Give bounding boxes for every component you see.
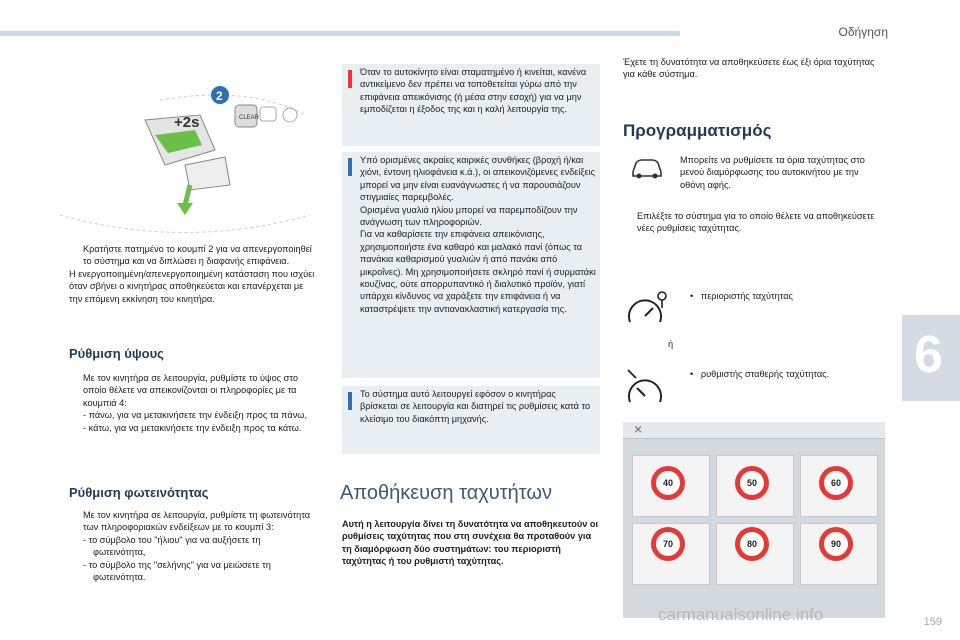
display-panel (145, 114, 215, 165)
height-up-item: - πάνω, για να μετακινήσετε την ένδειξη προς τα πάνω, (83, 410, 308, 421)
speed-sign-icon: 70 (651, 527, 685, 561)
storage-text: Αυτή η λειτουργία δίνει τη δυνατότητα να αποθηκευτούν οι ρυθμίσεις ταχύτητας που στη συνέχεια θα προταθούν για τη διαμόρφωση δύο συστημάτων: του περιοριστή ταχύτητας ή του ρυθμιστή ταχύτητας. (342, 519, 599, 567)
speed-sign-icon: 40 (651, 466, 685, 500)
left-column (69, 243, 315, 305)
section-header: Οδήγηση (838, 25, 888, 39)
brightness-moon-item: - το σύμβολο της "σελήνης" για να μειώσετε τη φωτεινότητα. (83, 559, 271, 583)
warning-icon (348, 70, 352, 88)
intro-text: Έχετε τη δυνατότητα να αποθηκεύσετε έως έξι όρια ταχύτητας για κάθε σύστημα. (623, 57, 875, 80)
car-text: Μπορείτε να ρυθμίσετε τα όρια ταχύτητας στο μενού διαμόρφωσης του αυτοκινήτου με την οθόνη αφής. (680, 155, 865, 190)
speed-sign-icon: 80 (735, 527, 769, 561)
svg-text:2: 2 (216, 89, 223, 103)
height-section (69, 372, 315, 434)
svg-text:CLEAR: CLEAR (239, 115, 260, 121)
storage-heading: Αποθήκευση ταχυτήτων (340, 482, 552, 504)
speed-sign-icon: 90 (819, 527, 853, 561)
down-arrow (185, 185, 190, 205)
height-heading: Ρύθμιση ύψους (69, 346, 164, 361)
sun-icon (283, 108, 297, 122)
info-text: Υπό ορισμένες ακραίες καιρικές συνθήκες (βροχή ή/και χιόνι, έντονη ηλιοφάνεια κ.ά.), οι απεικονιζόμενες ενδείξεις μπορεί να μην είναι ευανάγνωστες ή να παρουσιάζουν στιγμιαίες παρεμβολές. Ορισμένα γυαλιά ηλίου μπορεί να παρεμποδίζουν την ανάγνωση των πληροφοριών. Για να καθαρίσετε την επιφάνεια απεικόνισης, χρησιμοποιήστε ένα καθαρό και μαλακό πανί (όπως τα πανάκια καθαρισμού γυαλιών ή από πανάκι από μικροΐνες). Μη χρησιμοποιήσετε σκληρό πανί ή συρματάκι κουζίνας, ούτε απορρυπαντικό ή διαλυτικό προϊόν, γιατί υπάρχει κίνδυνος να χαράξετε την επιφάνεια ή να καταστρέψετε την αντιανακλαστική κατεργασία της. (360, 155, 596, 314)
car-icon (630, 156, 664, 180)
or-text: ή (668, 339, 674, 349)
speedometer-icon (624, 368, 670, 410)
top-decor-bar (0, 31, 680, 36)
info-icon (348, 158, 352, 176)
state-memory-text: Η ενεργοποιημένη/απενεργοποιημένη κατάσταση που ισχύει όταν σβήνει ο κινητήρας αποθηκεύεται και επανέρχεται με την επόμενη εκκίνηση του κινητήρα. (69, 268, 315, 304)
cruise-item: • ρυθμιστής σταθερής ταχύτητας. (690, 369, 830, 379)
hud-screen (185, 157, 230, 190)
panel-header (623, 422, 885, 439)
height-down-item: - κάτω, για να μετακινήσετε την ένδειξη προς τα κάτω. (83, 422, 302, 433)
speed-sign-icon: 60 (819, 466, 853, 500)
speed-settings-panel (623, 422, 885, 618)
info-text-2: Το σύστημα αυτό λειτουργεί εφόσον ο κινητήρας βρίσκεται σε λειτουργία και διατηρεί τις ρυθμίσεις κατά το κλείσιμο του διακόπτη μηχανής. (360, 389, 591, 424)
warning-text: Όταν το αυτοκίνητο είναι σταματημένο ή κινείται, κανένα αντικείμενο δεν πρέπει να τοποθετείται γύρω από την επιφάνεια απεικόνισης (ή μέσα στην εσοχή) για να μην εμποδίζεται η έξοδος της και η καλή λειτουργία της. (360, 67, 587, 115)
select-system-text: Επιλέξτε το σύστημα για το οποίο θέλετε να αποθηκεύσετε νέες ρυθμίσεις ταχύτητας. (637, 211, 875, 234)
close-icon[interactable]: × (634, 421, 643, 437)
brightness-heading: Ρύθμιση φωτεινότητας (69, 485, 209, 500)
info-icon (348, 392, 352, 410)
svg-text:+2s: +2s (174, 114, 200, 131)
height-intro: Με τον κινητήρα σε λειτουργία, ρυθμίστε το ύψος στο οποίο θέλετε να απεικονίζονται οι πληροφορίες με τα κουμπιά 4: (83, 373, 298, 408)
speedometer-icon (624, 288, 670, 332)
programming-heading: Προγραμματισμός (623, 121, 772, 140)
brightness-intro: Με τον κινητήρα σε λειτουργία, ρυθμίστε τη φωτεινότητα των πληροφοριακών ενδείξεων με το κουμπί 3: (83, 510, 311, 533)
brightness-sun-item: - το σύμβολο του "ήλιου" για να αυξήσετε τη φωτεινότητα, (83, 534, 261, 558)
press-button-text: Κρατήστε πατημένο το κουμπί 2 για να απενεργοποιηθεί το σύστημα και να διπλώσει η διαφανής επιφάνεια. (83, 244, 312, 267)
limiter-item: • περιοριστής ταχύτητας (690, 291, 793, 301)
chapter-tab: 6 (902, 315, 960, 401)
speed-sign-icon: 50 (735, 466, 769, 500)
hud-illustration (50, 75, 320, 235)
defrost-icon (260, 107, 276, 121)
page-number: 159 (923, 616, 942, 628)
watermark: carmanualsonline.info (658, 605, 824, 624)
brightness-section (69, 509, 315, 583)
